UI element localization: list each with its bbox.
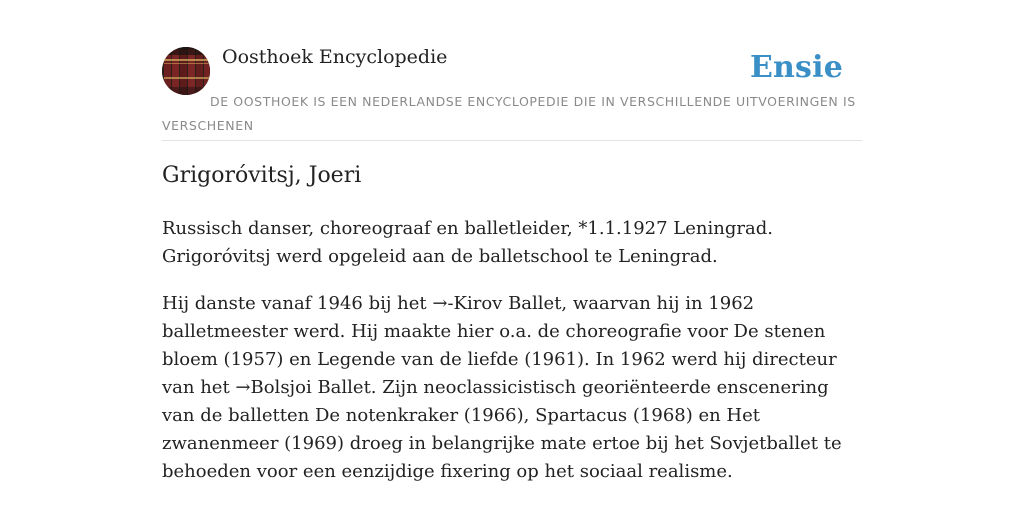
article-title: Grigoróvitsj, Joeri xyxy=(162,163,362,188)
site-title[interactable]: Oosthoek Encyclopedie xyxy=(222,46,448,68)
article-paragraph: Hij danste vanaf 1946 bij het →-Kirov Ballet, waarvan hij in 1962 balletmeester werd. Hij maakte hier o.a. de choreografie voor De stenen bloem (1957) en Legende van de liefde (1961). In 1962 werd hij directeur van het →Bolsjoi Ballet. Zijn neoclassicistisch georiënteerde enscenering van de balletten De notenkraker (1966), Spartacus (1968) en Het zwanenmeer (1969) droeg in belangrijke mate ertoe bij het Sovjetballet te behoeden voor een eenzijdige fixering op het sociaal realisme. xyxy=(162,293,842,482)
site-tagline: DE OOSTHOEK IS EEN NEDERLANDSE ENCYCLOPEDIE DIE IN VERSCHILLENDE UITVOERINGEN IS VERSCHENEN xyxy=(162,94,856,133)
header xyxy=(162,0,862,141)
brand-logo[interactable]: Ensie xyxy=(749,50,843,85)
page xyxy=(162,0,862,482)
article-body xyxy=(162,215,862,505)
encyclopedia-books-icon[interactable] xyxy=(162,47,210,95)
article-paragraph: Russisch danser, choreograaf en balletleider, *1.1.1927 Leningrad. Grigoróvitsj werd opgeleid aan de balletschool te Leningrad. xyxy=(162,218,773,267)
